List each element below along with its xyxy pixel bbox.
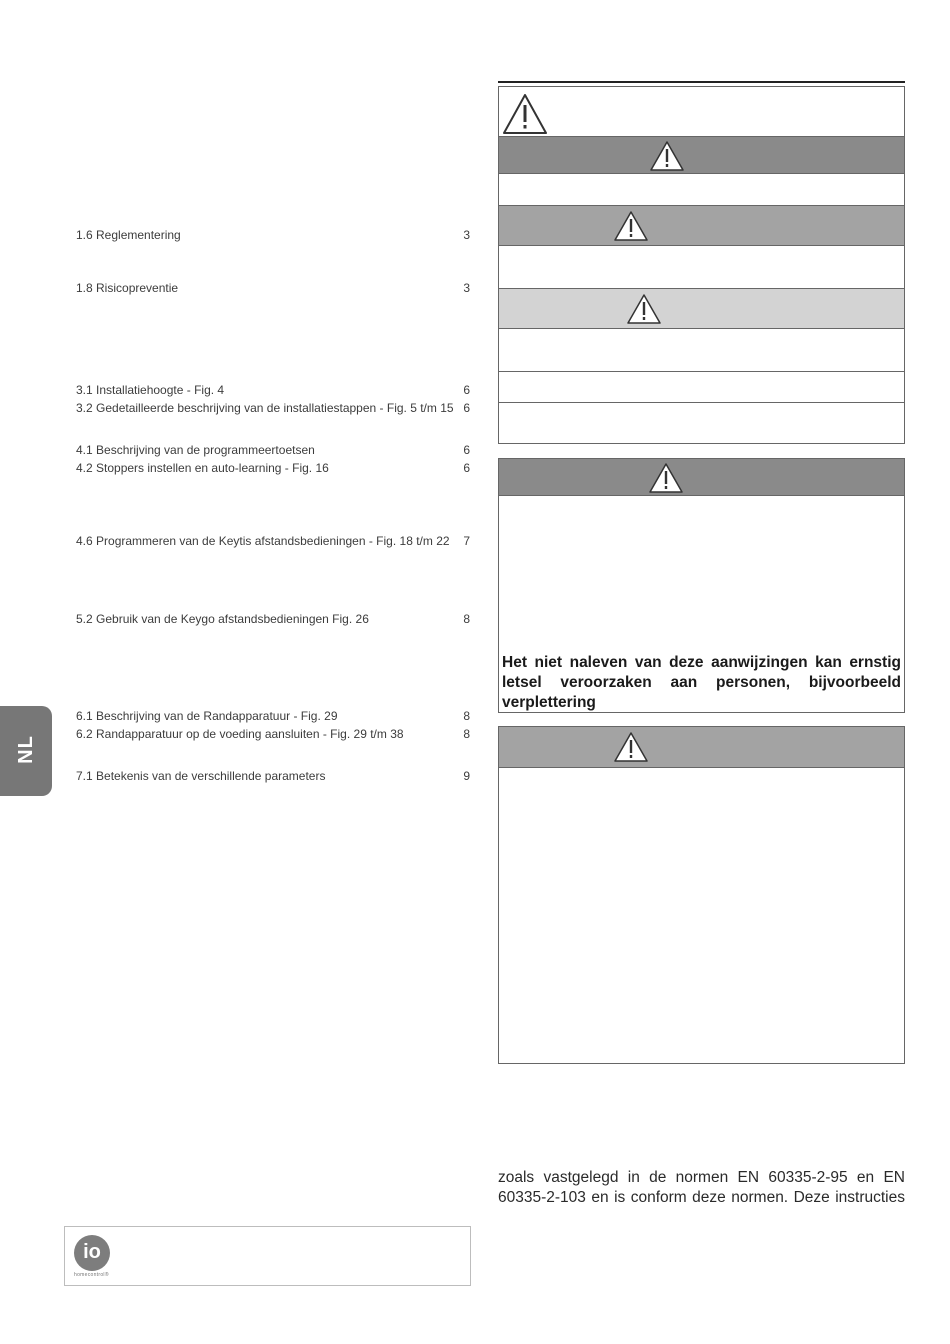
toc-page: 8	[463, 612, 470, 626]
toc-label: 1.6 Reglementering	[76, 228, 181, 242]
toc-page: 8	[463, 727, 470, 741]
warning-text: Het niet naleven van deze aanwijzingen kan ernstig letsel veroorzaken aan personen, bijvoorbeeld verplettering	[502, 654, 901, 711]
language-tab[interactable]	[0, 706, 52, 796]
toc-entry[interactable]	[76, 280, 472, 296]
toc-entry[interactable]	[76, 460, 472, 476]
toc-label: 3.1 Installatiehoogte - Fig. 4	[76, 383, 225, 397]
toc-label: 3.2 Gedetailleerde beschrijving van de installatiestappen - Fig. 5 t/m 15	[76, 401, 454, 415]
warning-triangle-icon	[502, 93, 548, 135]
toc-page: 6	[463, 401, 470, 415]
hazard-legend-box	[498, 86, 905, 444]
toc-page: 6	[463, 383, 470, 397]
toc-entry[interactable]	[76, 382, 472, 398]
warning-box-header	[499, 459, 904, 496]
toc-page: 8	[463, 709, 470, 723]
toc-entry[interactable]	[76, 726, 472, 742]
io-logo: io	[74, 1235, 110, 1271]
danger-band	[499, 136, 904, 174]
io-homecontrol-logo-box	[64, 1226, 471, 1286]
toc-label: 1.8 Risicopreventie	[76, 281, 179, 295]
toc-page: 6	[463, 443, 470, 457]
toc-entry[interactable]	[76, 768, 472, 784]
divider	[499, 402, 904, 403]
warning-band	[499, 205, 904, 246]
warning-box-header	[499, 727, 904, 768]
language-tab-label: NL	[14, 735, 37, 764]
toc-label: 4.1 Beschrijving van de programmeertoetsen	[76, 443, 315, 457]
toc-label: 6.1 Beschrijving van de Randapparatuur - Fig. 29	[76, 709, 338, 723]
divider	[499, 371, 904, 372]
toc-entry[interactable]	[76, 400, 472, 416]
toc-label: 6.2 Randapparatuur op de voeding aansluiten - Fig. 29 t/m 38	[76, 727, 404, 741]
body-paragraph: zoals vastgelegd in de normen EN 60335-2-95 en EN 60335-2-103 en is conform deze normen. Deze instructies	[498, 1169, 905, 1206]
warning-triangle-icon	[626, 293, 662, 325]
toc-entry[interactable]	[76, 708, 472, 724]
toc-entry[interactable]	[76, 227, 472, 243]
toc-entry[interactable]	[76, 442, 472, 458]
toc-page: 9	[463, 769, 470, 783]
warning-triangle-icon	[613, 731, 649, 763]
warning-box	[498, 726, 905, 1064]
toc-entry[interactable]	[76, 533, 472, 549]
warning-triangle-icon	[613, 210, 649, 242]
toc-label: 4.6 Programmeren van de Keytis afstandsbedieningen - Fig. 18 t/m 22	[76, 534, 450, 548]
top-rule	[498, 81, 905, 83]
warning-triangle-icon	[648, 462, 684, 494]
toc-page: 6	[463, 461, 470, 475]
toc-entry[interactable]	[76, 611, 472, 627]
warning-triangle-icon	[649, 140, 685, 172]
toc-label: 4.2 Stoppers instellen en auto-learning - Fig. 16	[76, 461, 329, 475]
io-logo-subtext: homecontrol®	[74, 1272, 109, 1278]
toc-label: 5.2 Gebruik van de Keygo afstandsbedieningen Fig. 26	[76, 612, 369, 626]
caution-band	[499, 288, 904, 329]
toc-page: 7	[463, 534, 470, 548]
toc-page: 3	[463, 228, 470, 242]
toc-page: 3	[463, 281, 470, 295]
toc-label: 7.1 Betekenis van de verschillende parameters	[76, 769, 326, 783]
